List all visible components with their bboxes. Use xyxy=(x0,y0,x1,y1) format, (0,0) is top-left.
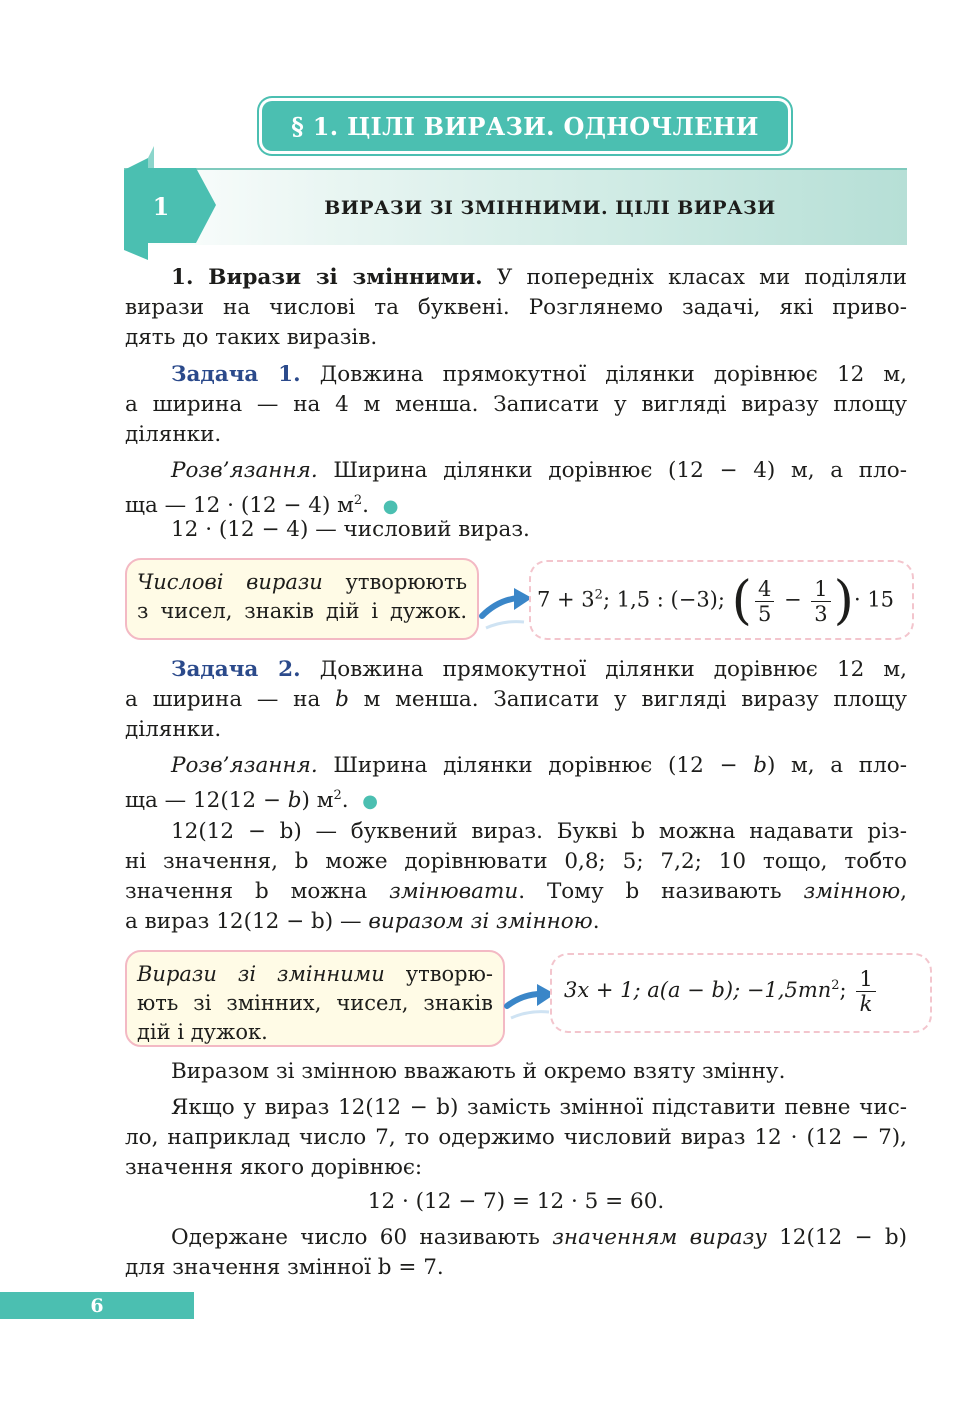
fraction-one-third: $\frac{1}{3}$ xyxy=(811,577,830,626)
fraction-one-over-k: $\frac{1}{k}$ xyxy=(856,967,875,1016)
task2-line-3: ділянки. xyxy=(125,717,222,742)
task1-line-2: а ширина — на 4 м менша. Записати у вигляді виразу площу xyxy=(125,392,907,417)
arrow-icon xyxy=(478,582,534,632)
single-variable-paragraph: Виразом зі змінною вважають й окремо взяту змінну. xyxy=(171,1059,786,1084)
fraction-four-fifths: $\frac{4}{5}$ xyxy=(755,577,774,626)
variable-line-3: значення b можна змінювати. Тому b називають змінною, xyxy=(125,879,907,904)
substitution-paragraph: Якщо у вираз 12(12 − b) замість змінної підставити певне чис- xyxy=(171,1095,907,1120)
value-paragraph: Одержане число 60 називають значенням виразу 12(12 − b) xyxy=(171,1225,907,1250)
task2-paragraph: Задача 2. Довжина прямокутної ділянки дорівнює 12 м, xyxy=(171,657,907,682)
end-of-solution-mark: ● xyxy=(382,496,399,518)
substitution-line-3: значення якого дорівнює: xyxy=(125,1155,423,1180)
variable-line-4: а вираз 12(12 − b) — виразом зі змінною. xyxy=(125,909,600,934)
definition-term: Вирази зі змінними xyxy=(137,962,385,986)
variable-line-2: ні значення, b може дорівнювати 0,8; 5; 7,2; 10 тощо, тобто xyxy=(125,849,907,874)
intro-heading: 1. Вирази зі змінними. xyxy=(171,265,483,290)
task2-solution-line-2: ща — 12(12 − b) $м^2$. ● xyxy=(125,788,379,814)
task2-line-2: а ширина — на b м менша. Записати у вигляді виразу площу xyxy=(125,687,908,712)
section-number: 1 xyxy=(152,192,170,221)
definition-box-numeric: Числові вирази утворюють з чисел, знаків дій і дужок. xyxy=(125,558,479,640)
task2-solution: Розв’язання. Ширина ділянки дорівнює (12 − b) м, а пло- xyxy=(171,753,907,778)
chapter-banner xyxy=(262,101,788,151)
example-box-numeric: $7 + 3^2$; 1,5 : (−3); ( $\frac{4}{5}$ − $\frac{1}{3}$ )· 15 xyxy=(529,560,914,640)
intro-line-2: вирази на числові та буквені. Розглянемо задачі, які приво- xyxy=(125,295,907,320)
variable-paragraph: 12(12 − b) — буквений вираз. Букві b можна надавати різ- xyxy=(171,819,907,844)
example-box-variables: 3x + 1; a(a − b); $-1,5mn^2$; $\frac{1}{k}$ xyxy=(550,953,932,1033)
solution-label: Розв’язання. xyxy=(171,458,318,483)
task1-solution: Розв’язання. Ширина ділянки дорівнює (12 − 4) м, а пло- xyxy=(171,458,907,483)
task1-line-3: ділянки. xyxy=(125,422,222,447)
end-of-solution-mark: ● xyxy=(362,791,379,813)
definition-box-variables: Вирази зі змінними утворю- ють зі змінних, чисел, знаків дій і дужок. xyxy=(125,950,505,1047)
chapter-title: § 1. ЦІЛІ ВИРАЗИ. ОДНОЧЛЕНИ xyxy=(291,112,759,141)
task1-conclusion: 12 · (12 − 4) — числовий вираз. xyxy=(171,517,530,542)
page-number: 6 xyxy=(90,1295,104,1317)
task1-paragraph: Задача 1. Довжина прямокутної ділянки дорівнює 12 м, xyxy=(171,362,907,387)
definition-term: Числові вирази xyxy=(137,570,323,594)
intro-paragraph: 1. Вирази зі змінними. У попередніх класах ми поділяли xyxy=(171,265,908,290)
equation: 12 · (12 − 7) = 12 · 5 = 60. xyxy=(367,1189,665,1214)
task2-label: Задача 2. xyxy=(171,657,301,682)
task1-label: Задача 1. xyxy=(171,362,301,387)
intro-line-3: дять до таких виразів. xyxy=(125,325,378,350)
substitution-line-2: ло, наприклад число 7, то одержимо числовий вираз 12 · (12 − 7), xyxy=(125,1125,907,1150)
value-line-2: для значення змінної b = 7. xyxy=(125,1255,444,1280)
task1-solution-line-2: ща — 12 · (12 − 4) $м^2$. ● xyxy=(125,493,399,519)
section-title: ВИРАЗИ ЗІ ЗМІННИМИ. ЦІЛІ ВИРАЗИ xyxy=(324,197,776,219)
